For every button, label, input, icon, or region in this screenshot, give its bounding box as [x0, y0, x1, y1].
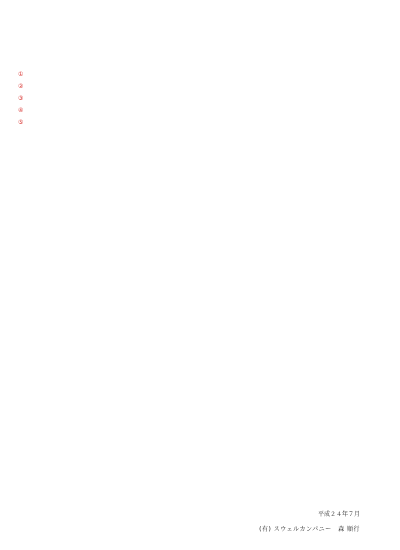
letter-body	[18, 12, 386, 60]
letter-signature: (有) スウェルカンパニー 森 順行	[259, 526, 360, 533]
letter-date: 平成２４年７月	[317, 511, 360, 518]
request-marker: ①	[18, 71, 24, 78]
request-marker: ③	[18, 95, 24, 102]
request-item	[18, 106, 386, 116]
request-item	[18, 70, 386, 80]
request-marker: ⑤	[18, 119, 24, 126]
request-item	[18, 94, 386, 104]
request-marker: ④	[18, 107, 24, 114]
request-list	[18, 70, 386, 128]
request-item	[18, 118, 386, 128]
request-marker: ②	[18, 83, 24, 90]
request-item	[18, 82, 386, 92]
